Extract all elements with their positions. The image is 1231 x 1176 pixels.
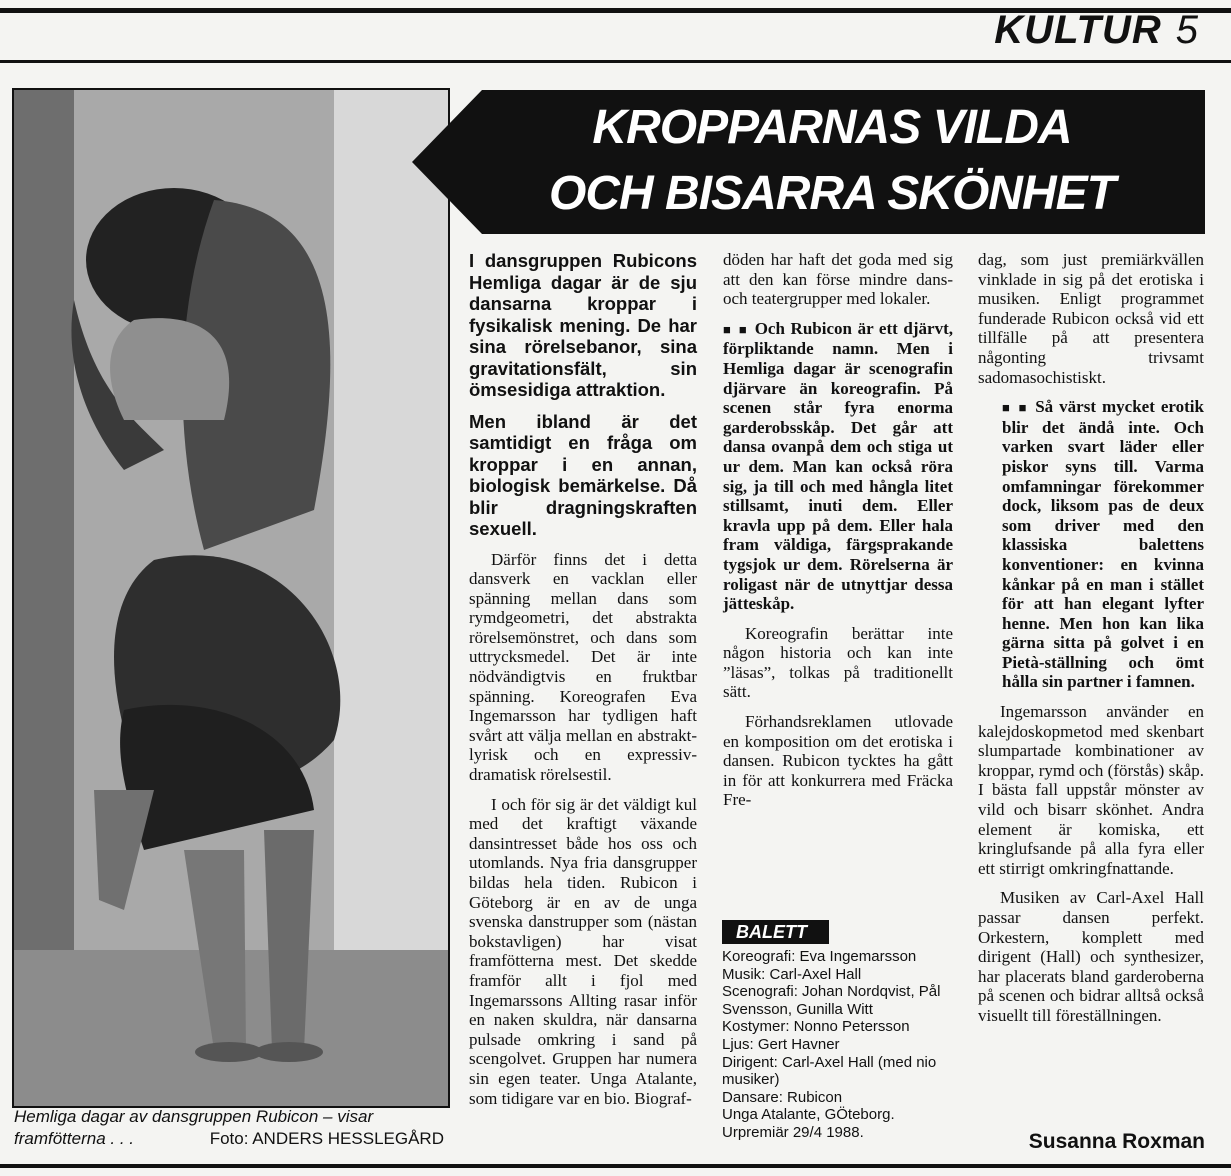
fact-line: Unga Atalante, GÖteborg. Urpremiär 29/4 1988. (722, 1106, 895, 1141)
lead-paragraph-1: I dansgruppen Rubicons Hemliga dagar är de sju dansarna kroppar i fysikalisk mening. De har sina rörelsebanor, sina gravitationsfält, sin ömsesidiga attraktion. (469, 250, 697, 400)
section-name: KULTUR (994, 8, 1162, 52)
body-paragraph: Musiken av Carl-Axel Hall passar dansen perfekt. Orkestern, komplett med dirigent (Hall) och synthesizer, har placerats bland garderoberna på scenen och bidrar alltså också visuellt till föreställningen. (978, 888, 1204, 1025)
fact-line: Dirigent: Carl-Axel Hall (med nio musiker) (722, 1053, 937, 1089)
body-paragraph: döden har haft det goda med sig att den kan förse mindre dans- och teatergrupper med lokaler. (723, 250, 953, 309)
body-paragraph: Därför finns det i detta dansverk en vacklan eller spänning mellan dans som rymdgeometri, det abstrakta rörelsemönstret, och dans som uttrycksmedel. Det är inte nödvändigtvis en fruktbar spänning. Koreografen Eva Ingemarsson har tydligen haft svårt att välja mellan en abstrakt-lyrisk och en expressiv-dramatisk rörelsestil. (469, 549, 697, 785)
fact-line: Musik: Carl-Axel Hall (722, 965, 862, 983)
caption-text: Hemliga dagar av dansgruppen Rubicon – visar framfötterna . . . (14, 1107, 374, 1148)
photo-credit: Foto: ANDERS HESSLEGÅRD (209, 1129, 444, 1148)
headline (412, 90, 1205, 234)
photo-caption (14, 1106, 444, 1150)
fact-line: Koreografi: Eva Ingemarsson (722, 948, 917, 965)
body-paragraph: I och för sig är det väldigt kul med det kraftigt växande dansintresset både hos oss och utomlands. Nya fria dansgrupper bildas hela tiden. Rubicon i Göteborg är en av de unga svenska danstrupper som (nästan bokstavligen) har visat framfötterna mest. Det skedde framför allt i fjol med Ingemarssons Allting rasar inför en naken skuldra, när dansarna pulsade omkring i sand på scengolvet. Gruppen har numera sin egen teater. Unga Atalante, som tidigare var en bio. Biograf- (469, 794, 697, 1108)
fact-line: Scenografi: Johan Nordqvist, Pål Svensson, Gunilla Witt (722, 983, 941, 1018)
bold-paragraph: Så värst mycket erotik blir det ändå inte. Och varken svart läder eller piskor syns till. Varma omfamningar förekommer dock, liksom pas de deux som driver med den klassiska balettens konventioner: en kvinna kånkar på en man i stället för att han elegant lyfter henne. Men hon kan lika gärna sitta på golvet i en Pietà-ställning och ömt hålla sin partner i famnen. (1002, 397, 1204, 692)
article-column-2 (723, 250, 953, 820)
body-paragraph: Koreografin berättar inte någon historia och kan inte ”läsas”, tolkas på traditionellt sätt. (723, 623, 953, 702)
fact-box-tag: BALETT (722, 920, 829, 944)
fact-line: Dansare: Rubicon (722, 1088, 843, 1106)
headline-line-1: KROPPARNAS VILDA (592, 101, 1072, 154)
body-paragraph: dag, som just premiärkvällen vinklade in sig på det erotiska i musiken. Enligt programmet funderade Rubicon också vid ett tillfälle på att presentera någonting trivsamt sadomasochistiskt. (978, 250, 1204, 387)
lead-paragraph-2: Men ibland är det samtidigt en fråga om kroppar i en annan, biologisk bemärkelse. Då blir dragningskraften sexuell. (469, 410, 697, 539)
fact-box (722, 920, 954, 1142)
body-paragraph: Förhandsreklamen utlovade en komposition om det erotiska i dansen. Rubicon tycktes ha gått in för att konkurrera med Fräcka Fre- (723, 712, 953, 810)
bullet-marks: ■ ■ (1002, 400, 1030, 416)
fact-line: Kostymer: Nonno Petersson (722, 1018, 910, 1036)
bold-paragraph: Och Rubicon är ett djärvt, förpliktande namn. Men i Hemliga dagar är scenografin djärvare än koreografin. På scenen står fyra enorma garderobsskåp. Det går att dansa ovanpå dem och stiga ut ur dem. Man kan också röra sig, ja till och med hångla litet stillsamt, inuti dem. Eller kravla upp på dem. Eller hala fram väldiga, färgsprakande tygsjok ur dem. Rörelserna är roligast när de utnyttjar dessa jätteskåp. (723, 318, 953, 614)
fact-line: Ljus: Gert Havner (722, 1035, 840, 1053)
dance-photo (12, 88, 450, 1108)
body-paragraph: Ingemarsson använder en kalejdoskopmetod med skenbart slumpartade kombinationer av kroppar, rymd och (förstås) skåp. I bästa fall uppstår mönster av vild och bisarr skönhet. Andra element är komiska, ett kringlufsande på alla fyra eller ett stirrigt omkringfnattande. (978, 702, 1204, 878)
headline-line-2: OCH BISARRA SKÖNHET (549, 167, 1115, 220)
bullet-marks: ■ ■ (723, 321, 750, 337)
header-rule (0, 60, 1231, 63)
author-byline: Susanna Roxman (1028, 1130, 1205, 1153)
article-column-3 (978, 250, 1204, 1036)
bottom-rule (0, 1164, 1231, 1168)
dancers-illustration (14, 90, 448, 1106)
page-number: 5 (1175, 8, 1199, 52)
article-column-1 (469, 250, 697, 1118)
section-header (994, 8, 1199, 53)
